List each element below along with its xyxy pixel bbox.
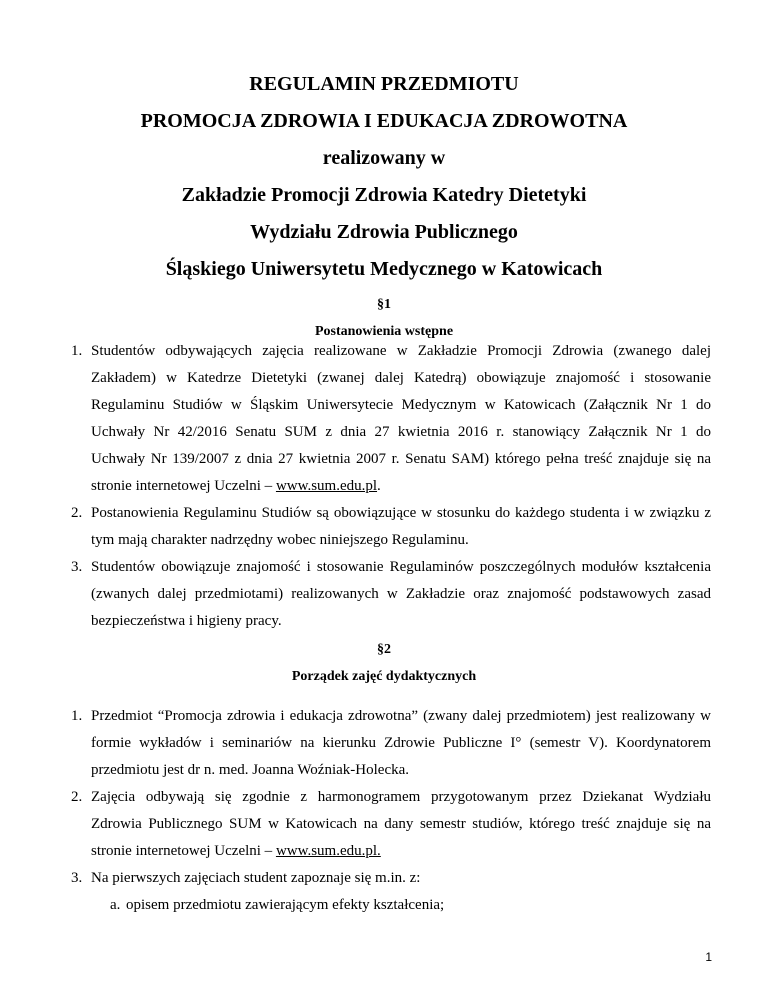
item-text: .: [377, 478, 381, 494]
subitem-label: a.: [110, 897, 121, 913]
doc-title-line3: realizowany w: [322, 147, 446, 169]
item-number: 3.: [71, 870, 83, 886]
item-line: Zakładem) w Katedrze Dietetyki (zwanej dalej Katedrą) obowiązuje znajomość i stosowanie: [91, 370, 711, 386]
item-line: Regulaminu Studiów w Śląskim Uniwersytecie Medycznym w Katowicach (Załącznik Nr 1 do: [91, 397, 711, 413]
section2-item-3: [71, 865, 711, 892]
section2-symbol: §2: [377, 642, 391, 657]
item-line: Zajęcia odbywają się zgodnie z harmonogramem przygotowanym przez Dziekanat Wydziału: [91, 789, 711, 805]
section2-title: Porządek zajęć dydaktycznych: [291, 669, 477, 684]
doc-title-line1: REGULAMIN PRZEDMIOTU: [249, 73, 519, 95]
item-number: 1.: [71, 708, 83, 724]
item-line: Na pierwszych zajęciach student zapoznaje się m.in. z:: [91, 870, 421, 886]
section1-title: Postanowienia wstępne: [314, 324, 454, 339]
item-number: 1.: [71, 343, 83, 359]
item-text: stronie internetowej Uczelni –: [91, 843, 276, 859]
item-line: formie wykładów i seminariów na kierunku Zdrowie Publiczne I° (semestr V). Koordynatorem: [91, 735, 711, 751]
section1-item-1: [71, 338, 711, 500]
page-number: 1: [705, 950, 712, 964]
section2-item-2: [71, 784, 711, 865]
item-line: Zdrowia Publicznego SUM w Katowicach na dany semestr studiów, którego treść znajduje się na: [91, 816, 711, 832]
section2-item-1: [71, 703, 711, 784]
doc-title-line2: PROMOCJA ZDROWIA I EDUKACJA ZDROWOTNA: [140, 110, 628, 132]
item-line: [91, 473, 711, 500]
item-line: tym mają charakter nadrzędny wobec niniejszego Regulaminu.: [91, 532, 469, 548]
item-line: Studentów obowiązuje znajomość i stosowanie Regulaminów poszczególnych modułów kształcenia: [91, 559, 711, 575]
doc-title-line5: Wydziału Zdrowia Publicznego: [250, 221, 518, 243]
section1-item-3: [71, 554, 711, 635]
section1-symbol: §1: [377, 297, 391, 312]
university-link[interactable]: www.sum.edu.pl: [275, 478, 378, 494]
subitem-text: opisem przedmiotu zawierającym efekty kształcenia;: [126, 897, 445, 913]
item-number: 2.: [71, 789, 83, 805]
item-line: Uchwały Nr 139/2007 z dnia 27 kwietnia 2007 r. Senatu SAM) którego pełna treść znajduje się na: [91, 451, 711, 467]
item-line: (zwanych dalej przedmiotami) realizowanych w Zakładzie oraz znajomość podstawowych zasad: [91, 586, 711, 602]
section1-item-2: [71, 500, 711, 554]
item-number: 3.: [71, 559, 83, 575]
doc-title-line4: Zakładzie Promocji Zdrowia Katedry Dietetyki: [181, 184, 587, 206]
item-line: [91, 838, 711, 865]
item-number: 2.: [71, 505, 83, 521]
section2-list: [71, 703, 711, 892]
item-line: Studentów odbywających zajęcia realizowane w Zakładzie Promocji Zdrowia (zwanego dalej: [91, 343, 711, 359]
item-line: Postanowienia Regulaminu Studiów są obowiązujące w stosunku do każdego studenta i w związku z: [91, 505, 711, 521]
section2-subitem-a: [110, 892, 710, 919]
university-link[interactable]: www.sum.edu.pl.: [275, 843, 381, 859]
item-line: Przedmiot “Promocja zdrowia i edukacja zdrowotna” (zwany dalej przedmiotem) jest realizowany w: [91, 708, 711, 724]
item-line: przedmiotu jest dr n. med. Joanna Woźniak-Holecka.: [91, 762, 410, 778]
item-line: bezpieczeństwa i higieny pracy.: [91, 613, 282, 629]
doc-title-line6: Śląskiego Uniwersytetu Medycznego w Katowicach: [165, 258, 603, 280]
item-line: Uchwały Nr 42/2016 Senatu SUM z dnia 27 kwietnia 2016 r. stanowiący Załącznik Nr 1 do: [91, 424, 711, 440]
item-text: stronie internetowej Uczelni –: [91, 478, 276, 494]
section1-list: [71, 338, 711, 635]
